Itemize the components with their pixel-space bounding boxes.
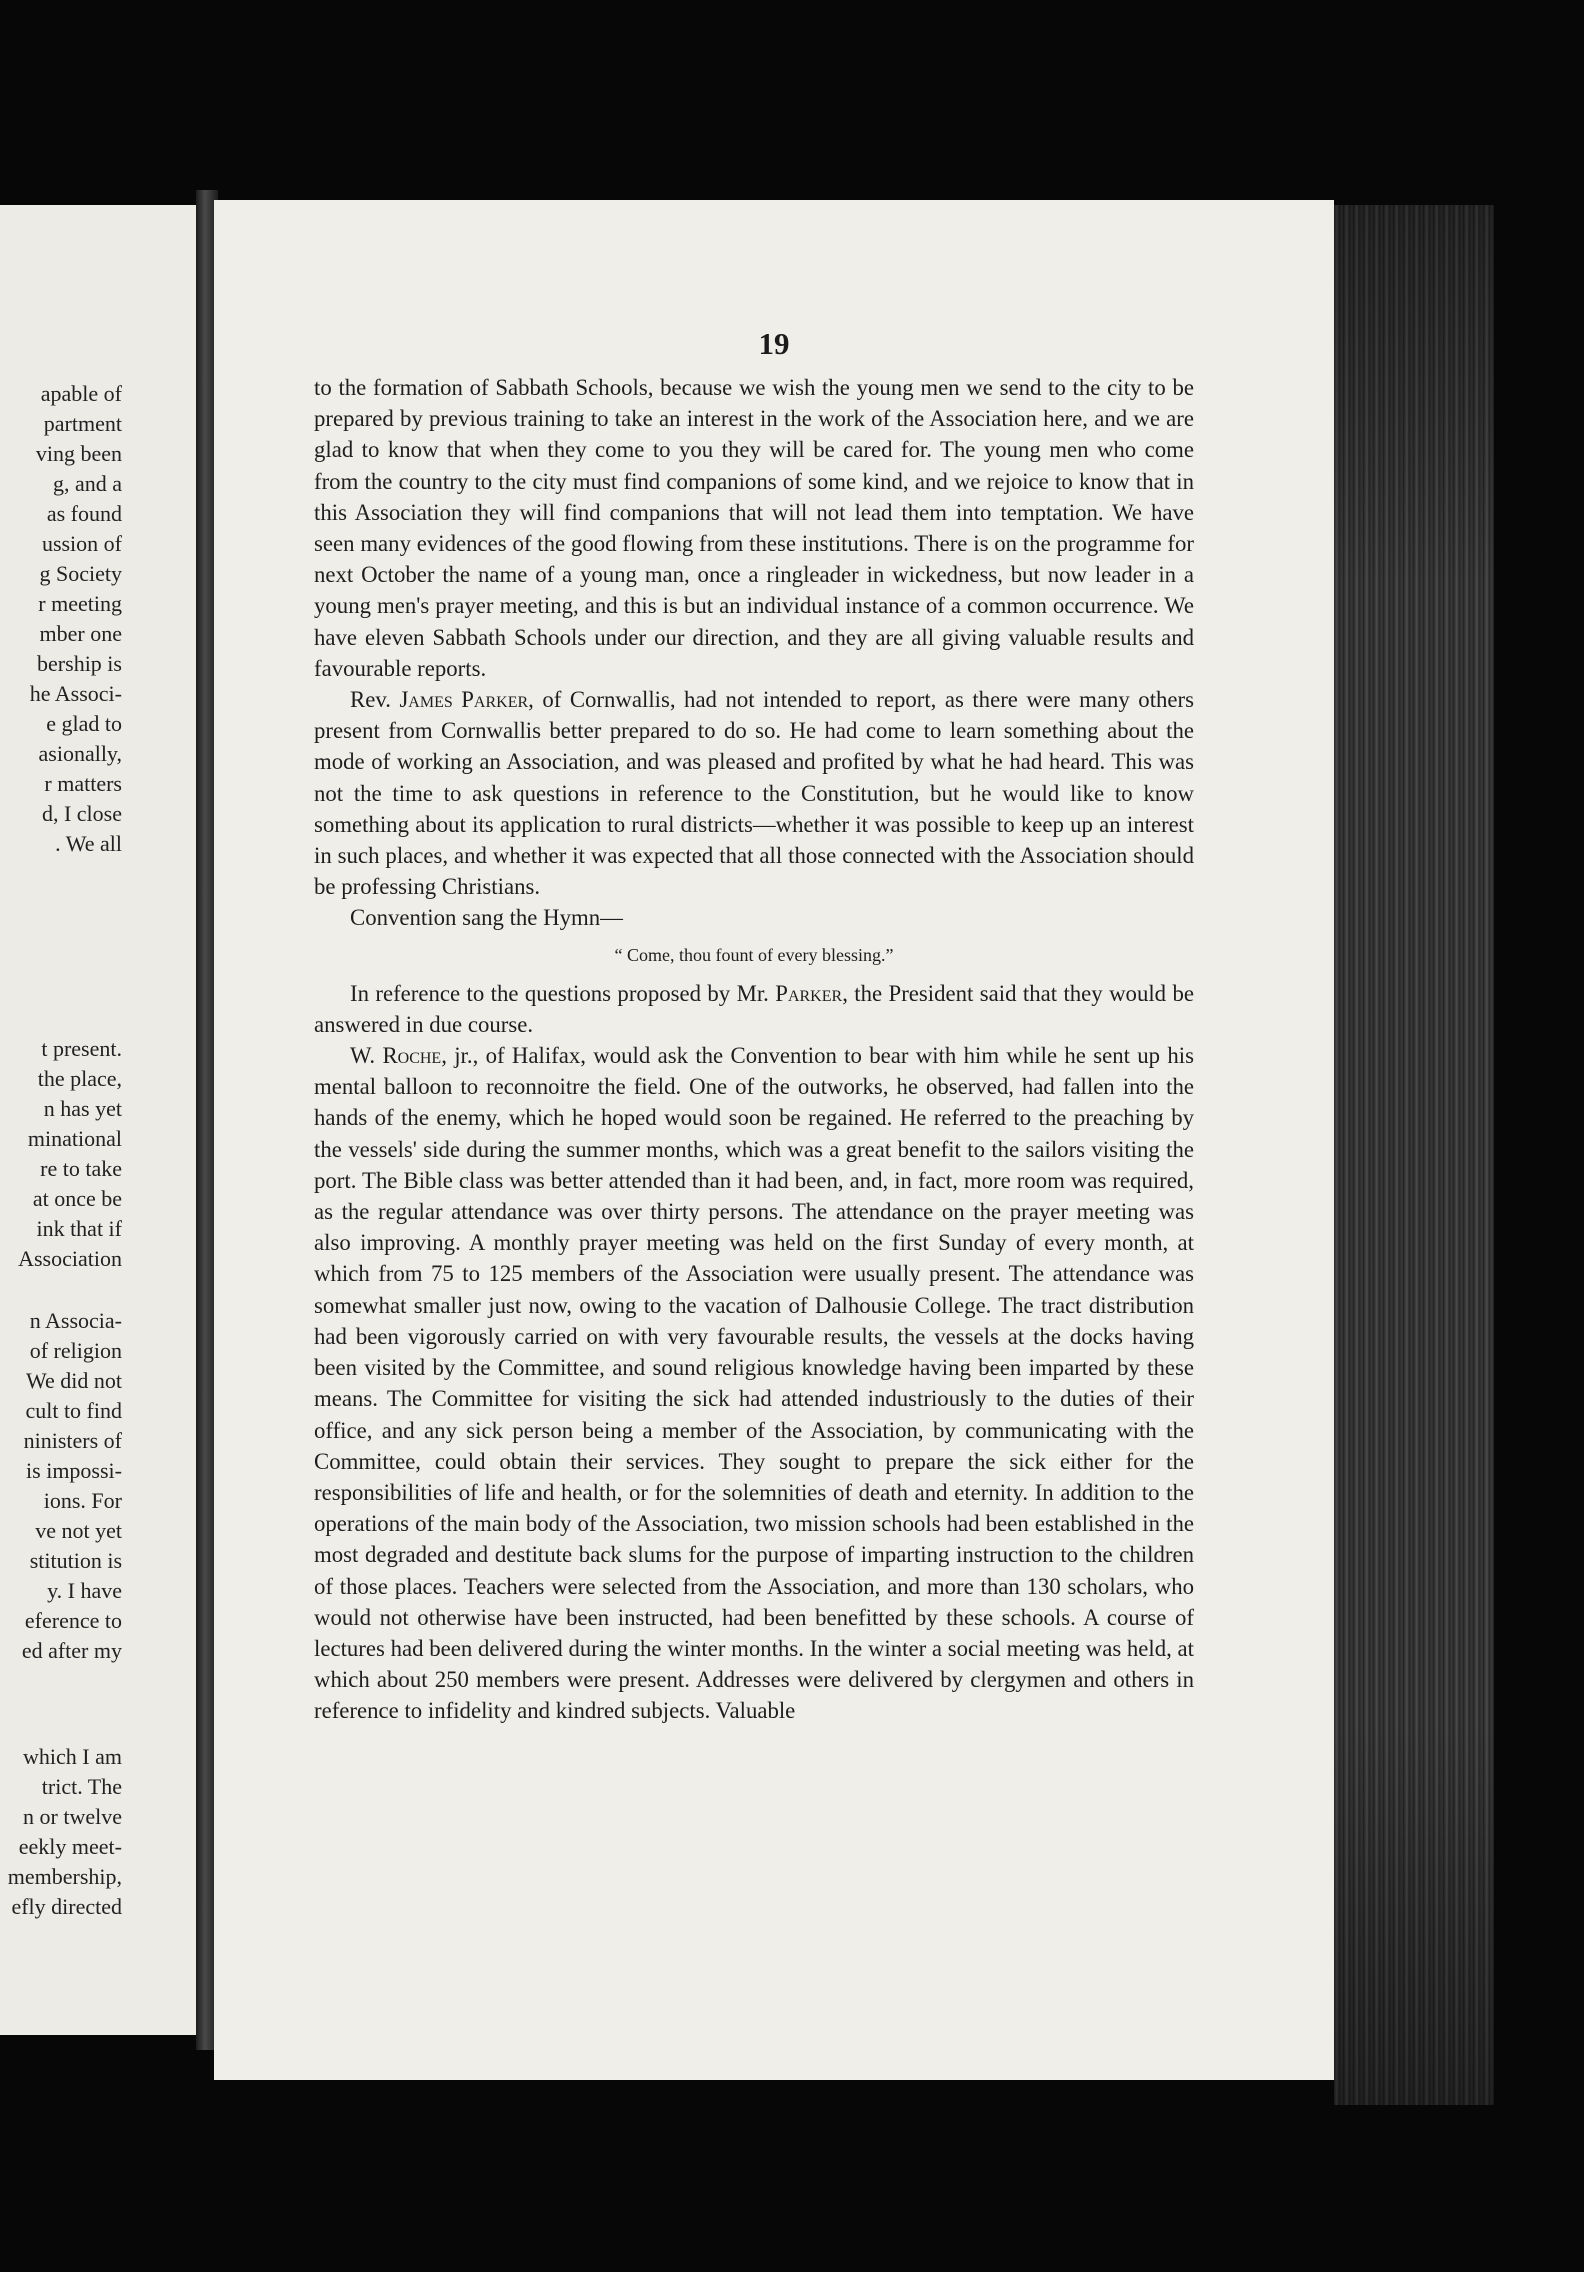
left-page-line: ions. For bbox=[43, 1488, 122, 1513]
left-page-line: he Associ- bbox=[29, 681, 122, 706]
left-page-line: re to take bbox=[40, 1156, 122, 1181]
left-page-line: d, I close bbox=[41, 801, 122, 826]
left-page-line: ussion of bbox=[41, 531, 122, 556]
left-page-line: minational bbox=[27, 1126, 122, 1151]
paragraph-5 bbox=[314, 1040, 1194, 1726]
left-page-line: We did not bbox=[26, 1368, 122, 1393]
left-page-line: mber one bbox=[39, 621, 122, 646]
paragraph-1: to the formation of Sabbath Schools, because we wish the young men we send to the city to be prepared by previous training to take an interest in the work of the Association here, and we are glad to know that when they come to you they will be cared for. The young men who come from the country to the city must find companions of some kind, and we rejoice to know that in this Association they will find companions that will not lead them into temptation. We have seen many evidences of the good flowing from these institutions. There is on the programme for next October the name of a young man, once a ringleader in wickedness, but now leader in a young men's prayer meeting, and this is but an individual instance of a common occurrence. We have eleven Sabbath Schools under our direction, and they are all giving valuable results and favourable reports. bbox=[314, 375, 1194, 681]
left-page-line: r matters bbox=[44, 771, 122, 796]
left-page-line: cult to find bbox=[25, 1398, 122, 1423]
left-page-line: of religion bbox=[29, 1338, 122, 1363]
left-page-line: eference to bbox=[24, 1608, 122, 1633]
left-page-line: n Associa- bbox=[29, 1308, 122, 1333]
left-page-line: trict. The bbox=[41, 1774, 122, 1799]
hymn-title: “ Come, thou fount of every blessing.” bbox=[614, 944, 894, 965]
paragraph-3: Convention sang the Hymn— bbox=[350, 905, 623, 931]
paragraph-2 bbox=[314, 684, 1194, 902]
left-page-line: n has yet bbox=[43, 1096, 122, 1121]
speaker-name: W. Roche bbox=[350, 1043, 442, 1069]
left-page-line: r meeting bbox=[38, 591, 122, 616]
left-page-line: g Society bbox=[39, 561, 122, 586]
left-page-line: which I am bbox=[23, 1744, 122, 1769]
left-page-line: partment bbox=[43, 411, 122, 436]
left-page-line: ninisters of bbox=[23, 1428, 122, 1453]
paragraph-4 bbox=[314, 978, 1194, 1040]
left-page-line: ed after my bbox=[21, 1638, 122, 1663]
left-page-line: ink that if bbox=[36, 1216, 122, 1241]
body-text bbox=[314, 372, 1194, 1727]
left-page-line: efly directed bbox=[11, 1894, 122, 1919]
left-page-line: membership, bbox=[7, 1864, 122, 1889]
left-page-line: Association bbox=[18, 1246, 122, 1271]
left-page-line: eekly meet- bbox=[18, 1834, 122, 1859]
left-page-line: e glad to bbox=[46, 711, 122, 736]
left-page-line: y. I have bbox=[47, 1578, 122, 1603]
speaker-name: Parker bbox=[775, 980, 843, 1006]
left-page-line: stitution is bbox=[29, 1548, 122, 1573]
left-page-line: n or twelve bbox=[23, 1804, 122, 1829]
left-page-line: ving been bbox=[35, 441, 122, 466]
left-page-line: asionally, bbox=[38, 741, 122, 766]
left-page-line: apable of bbox=[40, 381, 122, 406]
left-page-line: ve not yet bbox=[35, 1518, 122, 1543]
left-page-line: the place, bbox=[37, 1066, 122, 1091]
paragraph-4-body: , the President said that they would be answered in due course. bbox=[314, 980, 1194, 1037]
left-page-line: . We all bbox=[55, 831, 122, 856]
left-facing-page bbox=[0, 205, 196, 2035]
left-page-line: at once be bbox=[32, 1186, 122, 1211]
paragraph-5-body: , jr., of Halifax, would ask the Convention to bear with him while he sent up his mental balloon to reconnoitre the field. One of the outworks, he observed, had fallen into the hands of the enemy, which he hoped would soon be regained. He referred to the preaching by the vessels' side during the summer months, which was a great benefit to the sailors visiting the port. The Bible class was better attended than it had been, and, in fact, more room was required, as the regular attendance was over thirty persons. The attendance on the prayer meeting was also improving. A monthly prayer meeting was held on the first Sunday of every month, at which from 75 to 125 members of the Association were usually present. The attendance was somewhat smaller just now, owing to the vacation of Dalhousie College. The tract distribution had been vigorously carried on with very favourable results, the vessels at the docks having been visited by the Committee, and sound religious knowledge having been imparted by these means. The Committee for visiting the sick had attended industriously to the duties of their office, and any sick person being a member of the Association, by communicating with the Committee, could obtain their services. They sought to prepare the sick either for the responsibilities of life and health, or for the solemnities of death and eternity. In addition to the operations of the main body of the Association, two mission schools had been established in the most degraded and destitute back slums for the purpose of imparting instruction to the children of those places. Teachers were selected from the Association, and more than 130 scholars, who would not otherwise have been instructed, had been benefitted by these schools. A course of lectures had been delivered during the winter months. In the winter a social meeting was held, at which about 250 members were present. Addresses were delivered by clergymen and others in reference to infidelity and kindred subjects. Valuable bbox=[314, 1043, 1194, 1724]
left-page-line: is impossi- bbox=[26, 1458, 122, 1483]
paragraph-2-body: , of Cornwallis, had not intended to report, as there were many others present from Cornwallis better prepared to do so. He had come to learn something about the mode of working an Association, and was pleased and profited by what he had heard. This was not the time to ask questions in reference to the Constitution, but he would like to know something about its application to rural districts—whether it was possible to keep up an interest in such places, and whether it was expected that all those connected with the Association should be professing Christians. bbox=[314, 687, 1195, 900]
left-page-line: as found bbox=[46, 501, 122, 526]
page-number: 19 bbox=[758, 326, 790, 361]
left-page-line: t present. bbox=[41, 1036, 122, 1061]
speaker-name: James Parker bbox=[399, 687, 529, 713]
book-page-edges bbox=[1334, 205, 1494, 2105]
left-page-line: bership is bbox=[37, 651, 122, 676]
main-page bbox=[214, 200, 1334, 2080]
paragraph-4-prefix: In reference to the questions proposed by Mr. bbox=[350, 980, 776, 1006]
left-page-line: g, and a bbox=[52, 471, 122, 496]
paragraph-2-prefix: Rev. bbox=[350, 687, 400, 713]
